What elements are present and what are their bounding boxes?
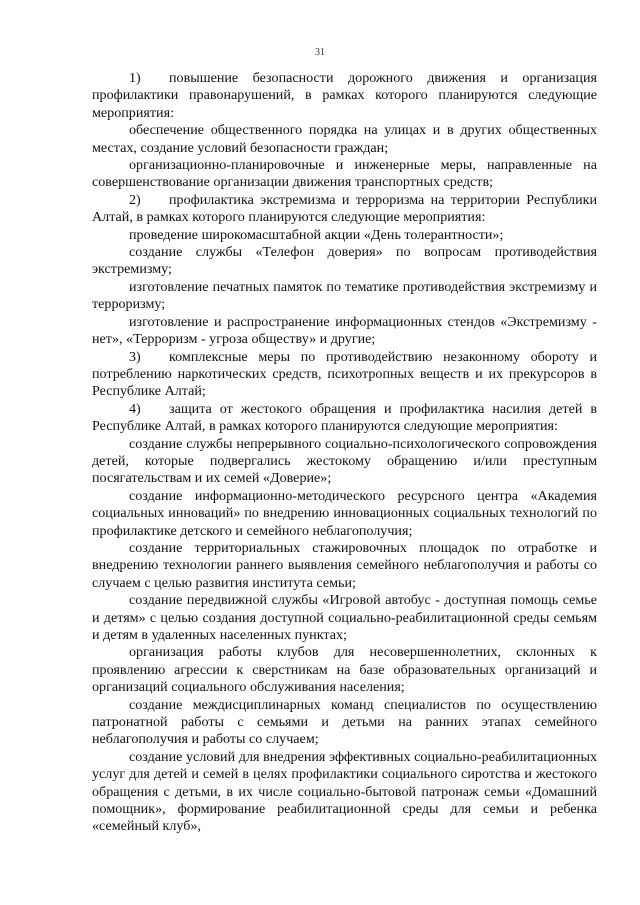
numbered-paragraph — [92, 70, 597, 122]
paragraph-text: изготовление и распространение информационных стендов «Экстремизму - нет», «Терроризм - угроза обществу» и другие; — [92, 313, 597, 348]
list-paragraph — [92, 279, 597, 314]
paragraph-number: 2) — [129, 191, 141, 208]
list-paragraph — [92, 592, 597, 644]
numbered-paragraph — [92, 192, 597, 227]
paragraph-text: комплексные меры по противодействию незаконному обороту и потреблению наркотических средств, психотропных веществ и их прекурсоров в Республике Алтай; — [92, 348, 597, 400]
paragraph-text: обеспечение общественного порядка на улицах и в других общественных местах, создание условий безопасности граждан; — [92, 122, 597, 156]
paragraph-text: профилактика экстремизма и терроризма на территории Республики Алтай, в рамках которого планируются следующие мероприятия: — [92, 191, 597, 226]
list-paragraph — [92, 749, 597, 836]
list-paragraph — [92, 227, 597, 244]
paragraph-text: создание службы «Телефон доверия» по вопросам противодействия экстремизму; — [92, 244, 597, 278]
paragraph-number: 3) — [129, 348, 141, 365]
document-body — [92, 70, 597, 836]
list-paragraph — [92, 488, 597, 540]
list-paragraph — [92, 244, 597, 279]
numbered-paragraph — [92, 349, 597, 401]
paragraph-text: защита от жестокого обращения и профилактика насилия детей в Республике Алтай, в рамках которого планируются следующие мероприятия: — [92, 400, 597, 435]
list-paragraph — [92, 436, 597, 488]
paragraph-number: 4) — [129, 400, 141, 417]
paragraph-text: создание территориальных стажировочных площадок по отработке и внедрению технологии раннего выявления семейного неблагополучия и работы со случаем с целью развития института семьи; — [92, 539, 597, 591]
paragraph-text: изготовление печатных памяток по тематике противодействия экстремизму и терроризму; — [92, 278, 597, 313]
paragraph-text: организационно-планировочные и инженерные меры, направленные на совершенствование организации движения транспортных средств; — [92, 157, 597, 191]
list-paragraph — [92, 540, 597, 592]
paragraph-text: создание междисциплинарных команд специалистов по осуществлению патронатной работы с семьями и детьми на ранних этапах семейного неблагополучия и работы со случаем; — [92, 696, 597, 748]
paragraph-number: 1) — [129, 70, 141, 86]
numbered-paragraph — [92, 401, 597, 436]
paragraph-text: создание службы непрерывного социально-психологического сопровождения детей, которые подвергались жестокому обращению и/или преступным посягательствам и их семей «Доверие»; — [92, 435, 597, 487]
page-number: 31 — [315, 47, 325, 58]
list-paragraph — [92, 644, 597, 696]
list-paragraph — [92, 697, 597, 749]
paragraph-text: создание информационно-методического ресурсного центра «Академия социальных инноваций» по внедрению инновационных социальных технологий по профилактике детского и семейного неблагополучия; — [92, 487, 597, 539]
paragraph-text: проведение широкомасштабной акции «День толерантности»; — [129, 226, 504, 243]
list-paragraph — [92, 122, 597, 157]
list-paragraph — [92, 157, 597, 192]
paragraph-text: повышение безопасности дорожного движения и организация профилактики правонарушений, в рамках которого планируются следующие мероприятия: — [92, 70, 597, 121]
paragraph-text: организация работы клубов для несовершеннолетних, склонных к проявлению агрессии к сверстникам на базе образовательных организаций и организаций социального обслуживания населения; — [92, 644, 597, 696]
paragraph-text: создание передвижной службы «Игровой автобус - доступная помощь семье и детям» с целью создания доступной социально-реабилитационной среды семьям и детям в удаленных населенных пунктах; — [92, 592, 597, 643]
paragraph-text: создание условий для внедрения эффективных социально-реабилитационных услуг для детей и семей в целях профилактики социального сиротства и жестокого обращения с детьми, в их числе социально-бытовой патронаж семьи «Домашний помощник», формирование реабилитационной среды для семьи и ребенка «семейный клуб», — [92, 748, 597, 835]
list-paragraph — [92, 314, 597, 349]
